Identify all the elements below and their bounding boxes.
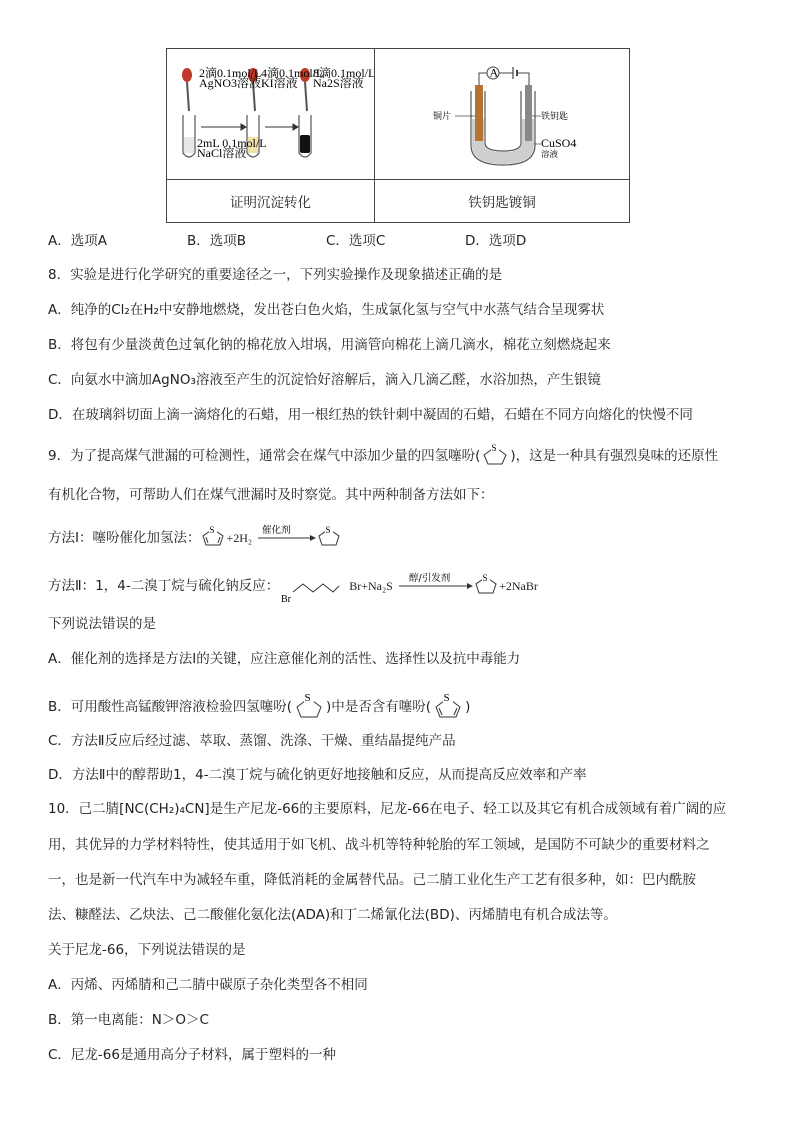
electroplating-figure bbox=[375, 49, 630, 180]
copper-electrode bbox=[475, 85, 483, 141]
iron-spoon bbox=[525, 85, 532, 141]
q10-stem-line4: 法、糠醛法、乙炔法、己二酸催化氨化法(ADA)和丁二烯氰化法(BD)、丙烯腈电有机合成法等。 bbox=[48, 907, 617, 923]
dropper-icon bbox=[182, 68, 192, 111]
thiophene-structure-icon bbox=[200, 524, 226, 548]
svg-text:2mL 0.1mol/L: 2mL 0.1mol/L bbox=[197, 136, 267, 150]
table-caption: 证明沉淀转化 bbox=[167, 180, 375, 223]
electroplating-diagram bbox=[375, 49, 629, 175]
q9-option-d: D．方法Ⅱ中的醇帮助1，4-二溴丁烷与硫化钠更好地接触和反应，从而提高反应效率和产率 bbox=[48, 767, 587, 783]
q8-option-c: C．向氨水中滴加AgNO₃溶液至产生的沉淀恰好溶解后，滴入几滴乙醛，水浴加热，产生银镜 bbox=[48, 372, 601, 388]
svg-text:A: A bbox=[489, 65, 499, 80]
svg-text:Na2S溶液: Na2S溶液 bbox=[313, 76, 364, 90]
dibromobutane-structure-icon bbox=[279, 574, 349, 604]
experiment-table bbox=[166, 48, 630, 223]
svg-text:S: S bbox=[443, 692, 450, 704]
battery-icon bbox=[513, 67, 517, 79]
svg-text:铜片: 铜片 bbox=[433, 112, 452, 122]
reaction-arrow-icon bbox=[256, 524, 316, 546]
svg-text:醇/引发剂: 醇/引发剂 bbox=[409, 573, 451, 584]
q7-options bbox=[48, 231, 526, 251]
q8-stem: 8．实验是进行化学研究的重要途径之一，下列实验操作及现象描述正确的是 bbox=[48, 267, 503, 283]
svg-text:S: S bbox=[491, 443, 497, 453]
table-caption: 铁钥匙镀铜 bbox=[375, 180, 630, 223]
svg-text:S: S bbox=[325, 525, 331, 535]
q10-question: 关于尼龙-66，下列说法错误的是 bbox=[48, 942, 246, 958]
q10-option-b: B．第一电离能：N＞O＞C bbox=[48, 1012, 209, 1028]
q10-stem-line1: 10．己二腈[NC(CH₂)₄CN]是生产尼龙-66的主要原料，尼龙-66在电子、轻工以及其它有机合成领域有着广阔的应 bbox=[48, 801, 727, 817]
q9-question: 下列说法错误的是 bbox=[48, 616, 156, 632]
svg-text:8滴0.1mol/L: 8滴0.1mol/L bbox=[313, 66, 374, 80]
thiophene-structure-icon bbox=[431, 690, 465, 720]
svg-text:S: S bbox=[304, 692, 311, 704]
option-d: D．选项D bbox=[465, 233, 527, 249]
q8-option-b: B．将包有少量淡黄色过氧化钠的棉花放入坩埚，用滴管向棉花上滴几滴水，棉花立刻燃烧起来 bbox=[48, 337, 611, 353]
svg-text:Br: Br bbox=[281, 594, 292, 604]
arrow-icon bbox=[201, 124, 298, 130]
q9-option-b: B．可用酸性高锰酸钾溶液检验四氢噻吩( S )中是否含有噻吩( S ) bbox=[48, 690, 470, 720]
svg-text:AgNO3溶液: AgNO3溶液 bbox=[199, 76, 261, 90]
reaction-arrow-icon bbox=[397, 572, 473, 594]
thiolane-structure-icon bbox=[292, 690, 326, 720]
q9-option-c: C．方法Ⅱ反应后经过滤、萃取、蒸馏、洗涤、干燥、重结晶提纯产品 bbox=[48, 733, 456, 749]
svg-text:S: S bbox=[482, 573, 488, 583]
q9-method2: 方法Ⅱ：1，4-二溴丁烷与硫化钠反应： Br Br+Na₂S 醇/引发剂 S +2NaBr bbox=[48, 573, 538, 604]
test-tube-diagram bbox=[167, 49, 374, 175]
svg-text:CuSO4: CuSO4 bbox=[541, 136, 577, 150]
svg-text:KI溶液: KI溶液 bbox=[261, 76, 298, 90]
thiolane-structure-icon bbox=[316, 524, 342, 548]
svg-text:催化剂: 催化剂 bbox=[262, 525, 291, 536]
q10-stem-line3: 一，也是新一代汽车中为减轻车重，降低消耗的金属替代品。己二腈工业化生产工艺有很多种，如：巴内酰胺 bbox=[48, 872, 696, 888]
svg-text:溶液: 溶液 bbox=[541, 150, 559, 160]
svg-text:S: S bbox=[209, 525, 215, 535]
option-c: C．选项C bbox=[326, 233, 386, 249]
svg-text:NaCl溶液: NaCl溶液 bbox=[197, 146, 247, 160]
svg-text:4滴0.1mol/L: 4滴0.1mol/L bbox=[261, 66, 324, 80]
q9-option-a: A．催化剂的选择是方法Ⅰ的关键，应注意催化剂的活性、选择性以及抗中毒能力 bbox=[48, 651, 521, 667]
q9-method1: 方法Ⅰ：噻吩催化加氢法： S +2H₂ 催化剂 S bbox=[48, 524, 342, 548]
precipitation-figure bbox=[167, 49, 375, 180]
svg-text:铁钥匙: 铁钥匙 bbox=[541, 112, 569, 122]
q8-option-a: A．纯净的Cl₂在H₂中安静地燃烧，发出苍白色火焰，生成氯化氢与空气中水蒸气结合呈现雾状 bbox=[48, 302, 605, 318]
q10-option-c: C．尼龙-66是通用高分子材料，属于塑料的一种 bbox=[48, 1047, 336, 1063]
thiolane-structure-icon bbox=[473, 572, 499, 596]
option-a: A．选项A bbox=[48, 233, 107, 249]
q10-option-a: A．丙烯、丙烯腈和己二腈中碳原子杂化类型各不相同 bbox=[48, 977, 368, 993]
thiolane-structure-icon bbox=[480, 442, 510, 466]
svg-text:2滴0.1mol/L: 2滴0.1mol/L bbox=[199, 66, 262, 80]
q10-stem-line2: 用，其优异的力学材料特性，使其适用于如飞机、战斗机等特种轮胎的军工领域，是国防不可缺少的重要材料之 bbox=[48, 837, 710, 853]
q9-stem-line2: 有机化合物，可帮助人们在煤气泄漏时及时察觉。其中两种制备方法如下： bbox=[48, 487, 494, 503]
option-b: B．选项B bbox=[187, 233, 247, 249]
q8-option-d: D．在玻璃斜切面上滴一滴熔化的石蜡，用一根红热的铁针刺中凝固的石蜡，石蜡在不同方向熔化的快慢不同 bbox=[48, 407, 693, 423]
q9-stem-line1: 9．为了提高煤气泄漏的可检测性，通常会在煤气中添加少量的四氢噻吩( S )，这是一种具有强烈臭味的还原性 bbox=[48, 443, 719, 464]
